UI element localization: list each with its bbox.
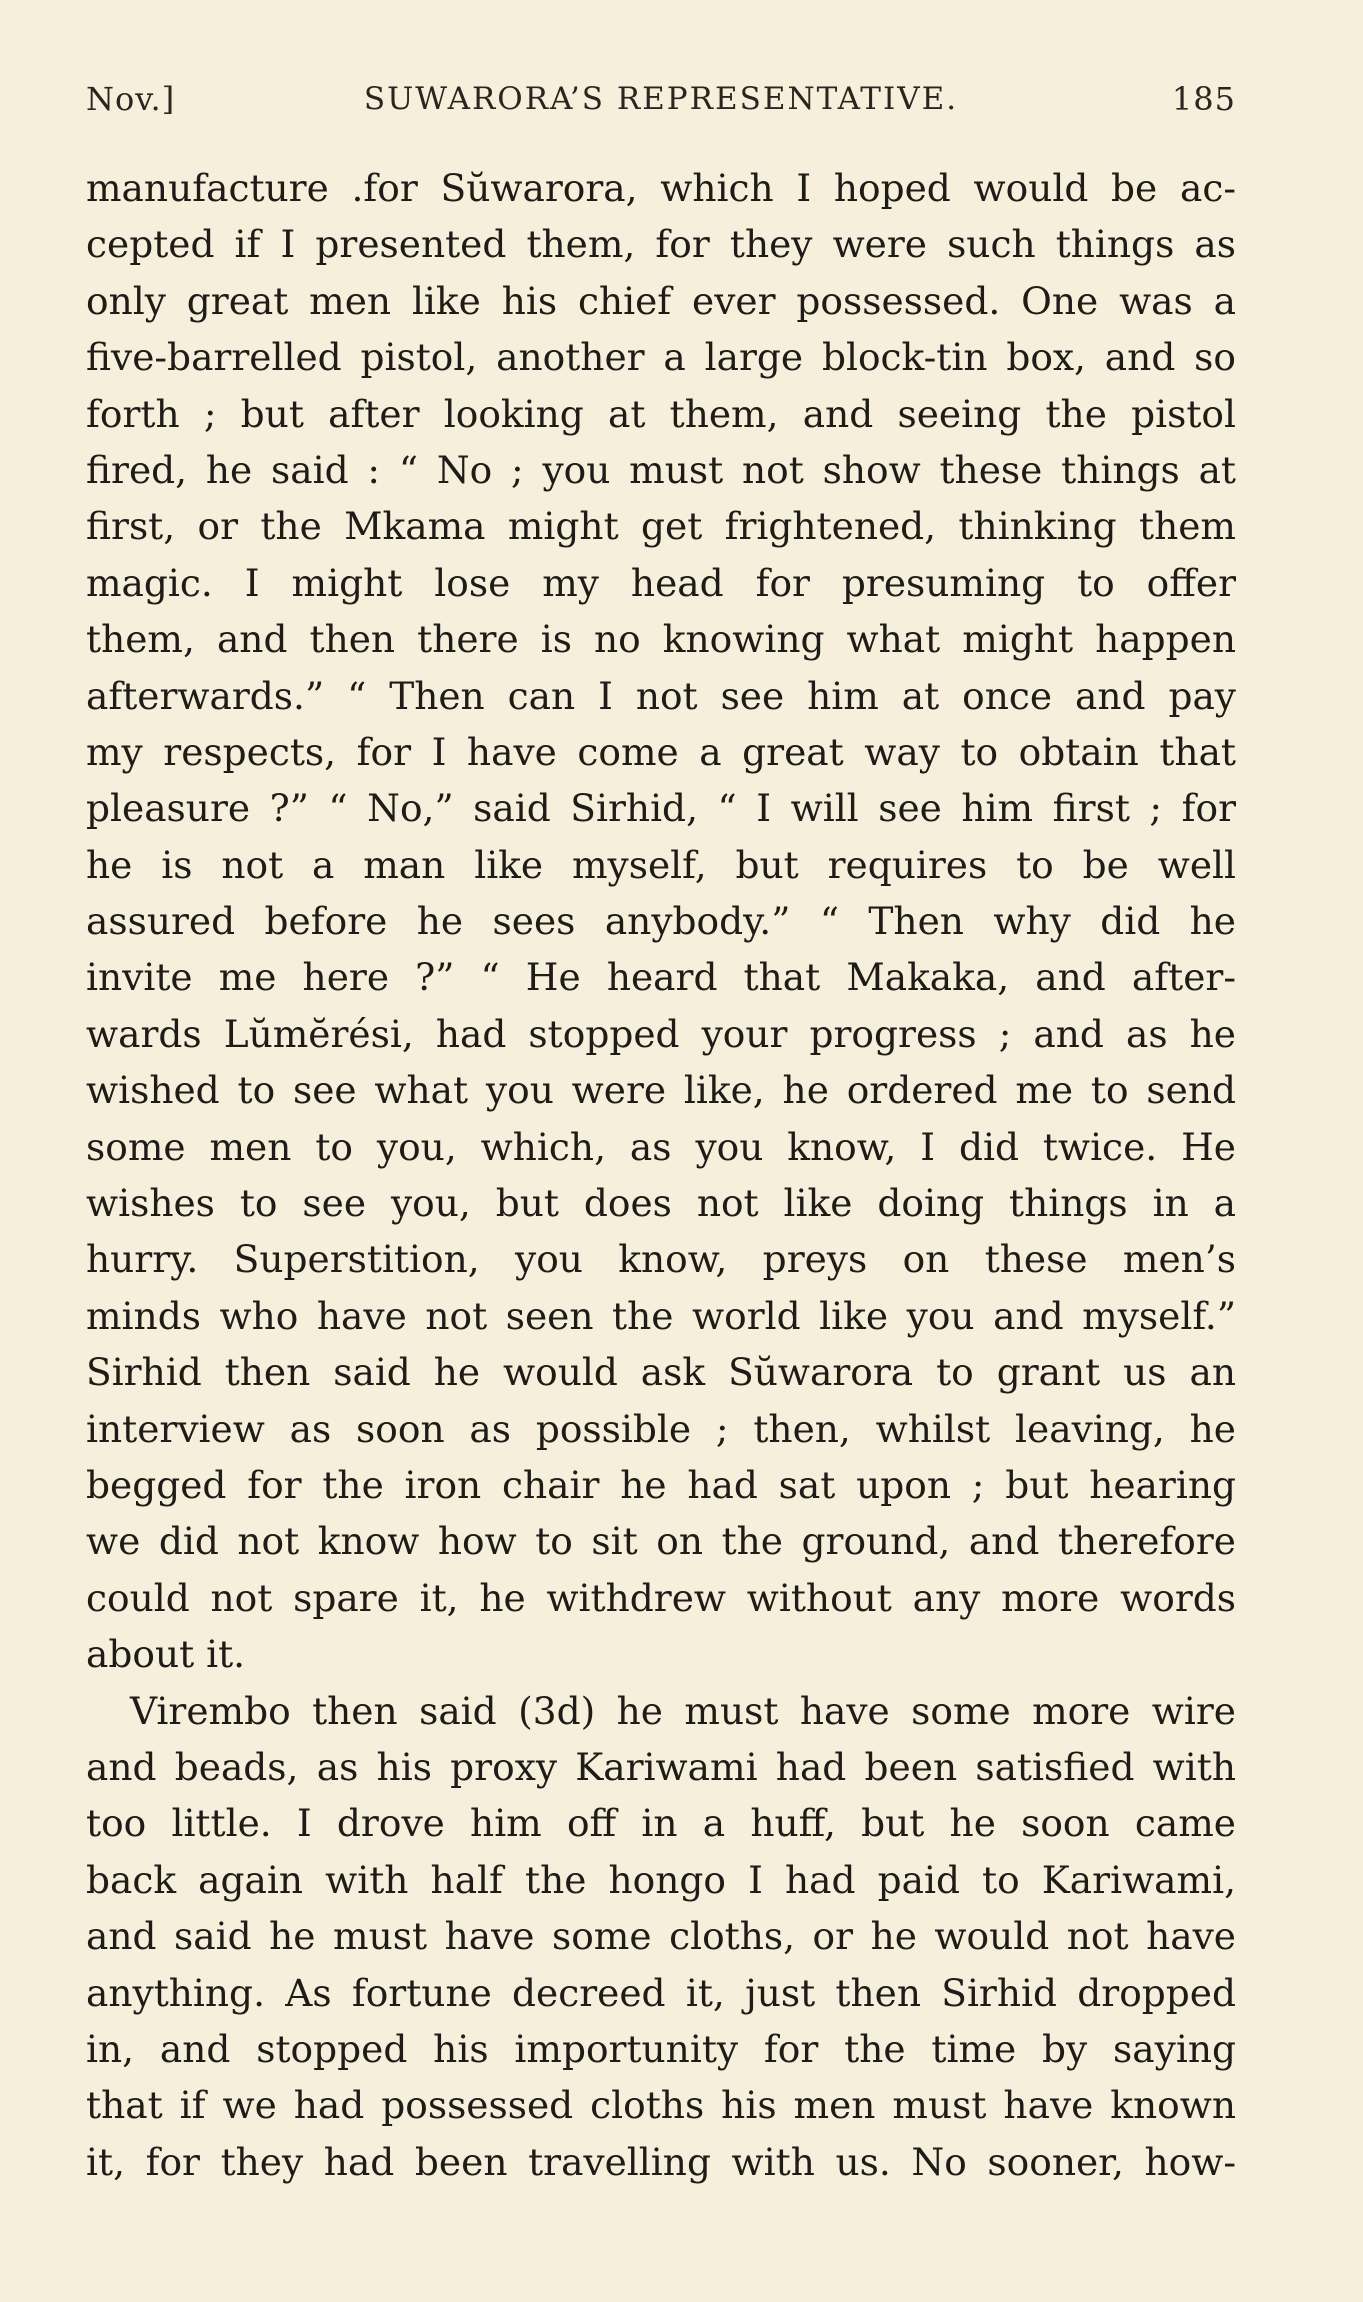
text-line: them, and then there is no knowing what might happen <box>86 617 1236 662</box>
text-line: cepted if I presented them, for they were such things as <box>86 222 1236 267</box>
text-line: in, and stopped his importunity for the time by saying <box>86 2026 1236 2071</box>
text-line: assured before he sees anybody.” “ Then why did he <box>86 899 1236 944</box>
text-line: five-barrelled pistol, another a large block-tin box, and so <box>86 335 1236 380</box>
text-line: hurry. Superstition, you know, preys on these men’s <box>86 1237 1236 1282</box>
text-line: wards Lŭmĕrési, had stopped your progress ; and as he <box>86 1011 1236 1056</box>
text-line: Sirhid then said he would ask Sŭwarora to grant us an <box>86 1350 1236 1395</box>
text-line: first, or the Mkama might get frightened, thinking them <box>86 504 1236 549</box>
text-line: anything. As fortune decreed it, just then Sirhid dropped <box>86 1970 1236 2015</box>
text-line: only great men like his chief ever possessed. One was a <box>86 278 1236 323</box>
text-line: forth ; but after looking at them, and seeing the pistol <box>86 391 1236 436</box>
header-month: Nov.] <box>86 80 176 118</box>
text-line: minds who have not seen the world like you and myself.” <box>86 1293 1236 1338</box>
running-header <box>86 74 1236 124</box>
text-line: too little. I drove him off in a huff, but he soon came <box>86 1801 1236 1846</box>
text-line: we did not know how to sit on the ground, and therefore <box>86 1519 1236 1564</box>
text-line: could not spare it, he withdrew without any more words <box>86 1575 1236 1620</box>
text-line: back again with half the hongo I had paid to Kariwami, <box>86 1857 1236 1902</box>
page-number: 185 <box>1171 80 1236 118</box>
text-line: that if we had possessed cloths his men must have known <box>86 2083 1236 2128</box>
text-line: he is not a man like myself, but requires to be well <box>86 842 1236 887</box>
header-title: SUWARORA’S REPRESENTATIVE. <box>363 81 959 117</box>
text-line: wished to see what you were like, he ordered me to send <box>86 1068 1236 1113</box>
text-line: afterwards.” “ Then can I not see him at once and pay <box>86 673 1236 718</box>
text-line: my respects, for I have come a great way to obtain that <box>86 729 1236 774</box>
text-line: interview as soon as possible ; then, whilst leaving, he <box>86 1406 1236 1451</box>
body-text <box>86 160 1236 2190</box>
text-line: and said he must have some cloths, or he would not have <box>86 1914 1236 1959</box>
text-line: Virembo then said (3d) he must have some more wire <box>130 1688 1236 1733</box>
text-line: it, for they had been travelling with us. No sooner, how- <box>86 2139 1236 2184</box>
text-line: magic. I might lose my head for presuming to offer <box>86 560 1236 605</box>
text-line: wishes to see you, but does not like doing things in a <box>86 1181 1236 1226</box>
text-line: fired, he said : “ No ; you must not show these things at <box>86 447 1236 492</box>
text-line: invite me here ?” “ He heard that Makaka, and after- <box>86 955 1236 1000</box>
text-line: pleasure ?” “ No,” said Sirhid, “ I will see him first ; for <box>86 786 1236 831</box>
text-line: manufacture .for Sŭwarora, which I hoped would be ac- <box>86 166 1236 210</box>
text-line: begged for the iron chair he had sat upon ; but hearing <box>86 1462 1236 1507</box>
text-line: and beads, as his proxy Kariwami had been satisfied with <box>86 1744 1236 1789</box>
text-line: some men to you, which, as you know, I did twice. He <box>86 1124 1236 1169</box>
text-line: about it. <box>86 1632 246 1677</box>
